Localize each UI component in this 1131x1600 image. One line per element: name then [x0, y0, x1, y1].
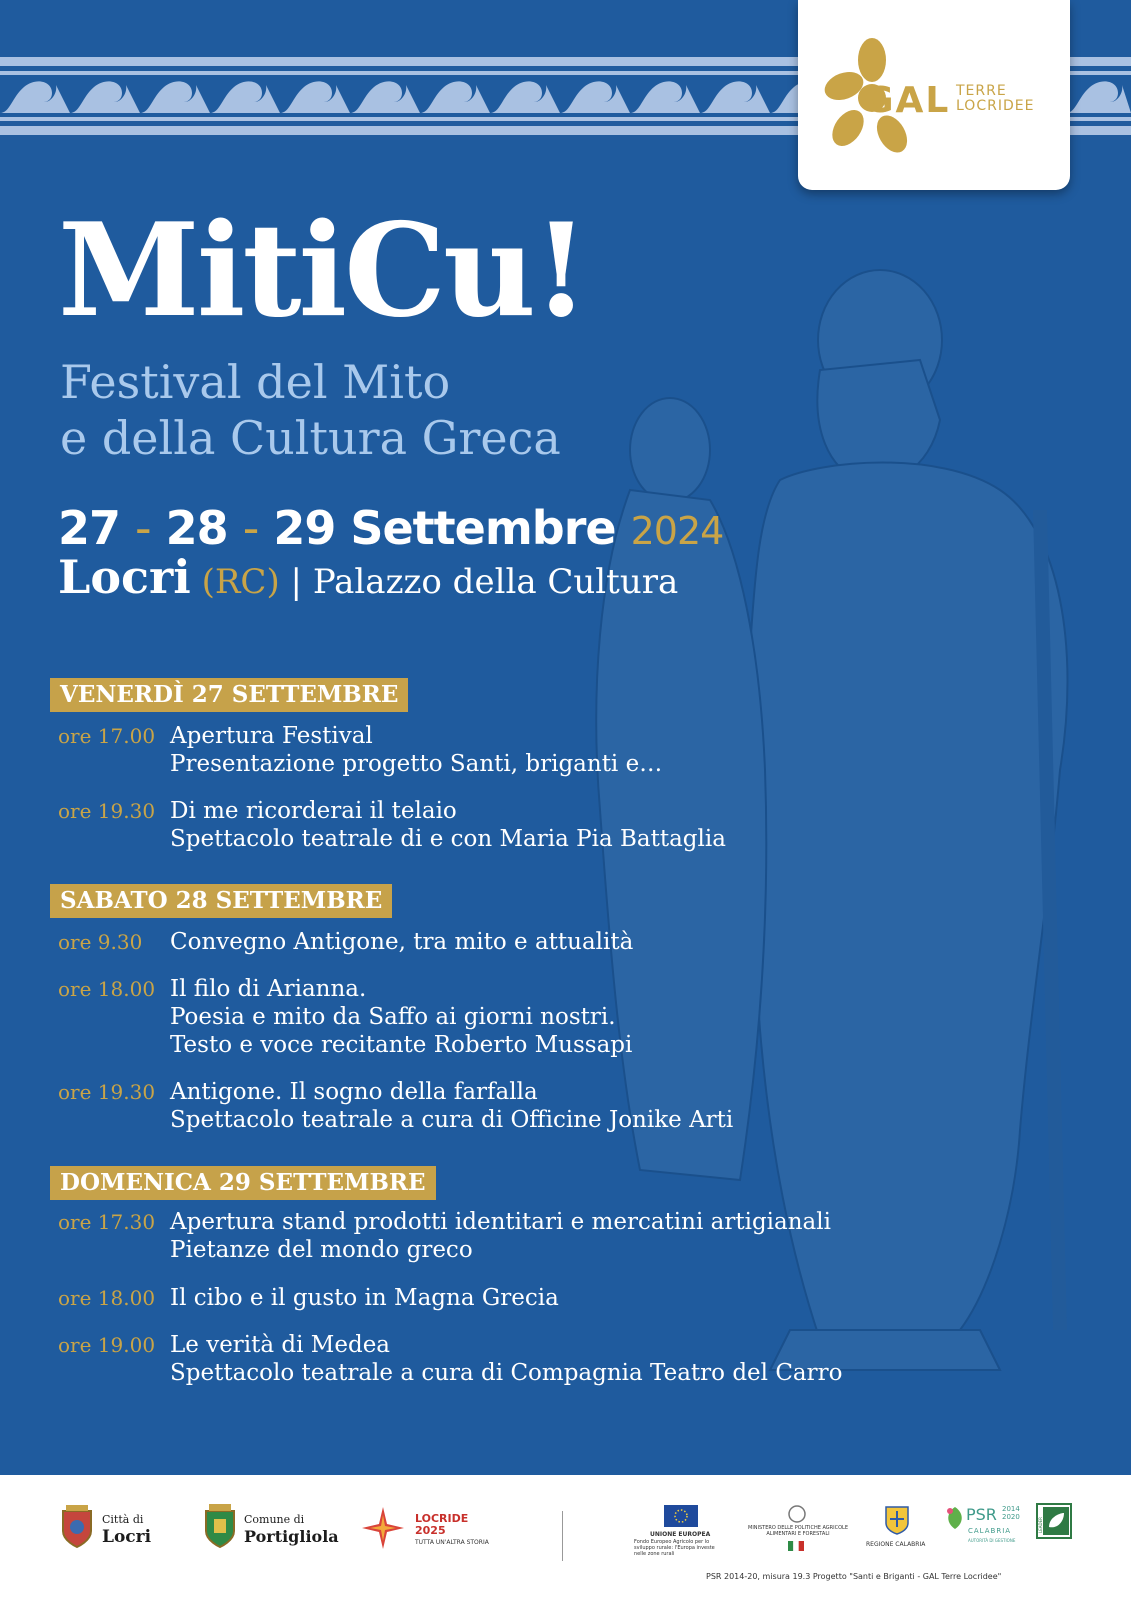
italy-flag-icon [788, 1541, 804, 1551]
event-time: ore 17.00 [58, 724, 156, 748]
psr-year-start: 2014 [1002, 1505, 1020, 1513]
gal-logo-card [798, 0, 1070, 190]
location-province: (RC) [201, 562, 280, 602]
locride-label [415, 1513, 468, 1537]
subtitle-line-1: Festival del Mito [60, 355, 451, 409]
locri-label-small: Città di [102, 1513, 144, 1526]
date-month: Settembre [350, 501, 616, 555]
event-time: ore 17.30 [58, 1210, 156, 1234]
psr-mark: PSR [966, 1505, 997, 1524]
event-description [170, 1284, 559, 1312]
event-time: ore 18.00 [58, 1286, 156, 1310]
day-heading-friday: VENERDÌ 27 SETTEMBRE [50, 678, 408, 712]
compass-star-icon [362, 1507, 404, 1549]
psr-region: CALABRIA [968, 1527, 1012, 1535]
event-title: Apertura stand prodotti identitari e mercatini artigianali [170, 1209, 831, 1235]
event-time: ore 19.00 [58, 1333, 156, 1357]
event-time: ore 19.30 [58, 1080, 156, 1104]
event-title: Le verità di Medea [170, 1332, 391, 1358]
event-title: Di me ricorderai il telaio [170, 798, 457, 824]
leaf-icon [944, 1505, 966, 1531]
date-separator-2: - [242, 501, 259, 555]
event-detail: Poesia e mito da Saffo ai giorni nostri. [170, 1004, 616, 1030]
event-description [170, 928, 633, 956]
portigliola-label: Portigliola [244, 1527, 339, 1546]
day-heading-sunday: DOMENICA 29 SETTEMBRE [50, 1166, 436, 1200]
subtitle-line-2: e della Cultura Greca [60, 411, 561, 465]
festival-subtitle [60, 354, 561, 466]
event-time: ore 19.30 [58, 799, 156, 823]
event-description [170, 722, 662, 778]
eu-flag-icon [664, 1505, 698, 1527]
date-29: 29 [273, 501, 336, 555]
ministry-label: MINISTERO DELLE POLITICHE AGRICOLE ALIMENTARI E FORESTALI [748, 1525, 848, 1537]
leader-label: LEADER [1038, 1517, 1043, 1533]
location-city: Locri [58, 550, 191, 604]
event-detail: Spettacolo teatrale a cura di Officine Jonike Arti [170, 1107, 734, 1133]
event-detail: Spettacolo teatrale a cura di Compagnia Teatro del Carro [170, 1360, 843, 1386]
event-title: Il cibo e il gusto in Magna Grecia [170, 1285, 559, 1311]
festival-location [58, 552, 678, 607]
locride-line-1: LOCRIDE [415, 1512, 469, 1525]
date-28: 28 [165, 501, 228, 555]
eu-note: Fondo Europeo Agricolo per lo sviluppo rurale: l'Europa investe nelle zone rurali [634, 1539, 715, 1557]
event-title: Apertura Festival [170, 723, 373, 749]
locride-line-2: 2025 [415, 1524, 446, 1537]
event-time: ore 18.00 [58, 977, 156, 1001]
event-description [170, 797, 726, 853]
locri-label: Locri [102, 1527, 152, 1547]
event-title: Il filo di Arianna. [170, 976, 367, 1002]
eu-label: UNIONE EUROPEA [650, 1531, 711, 1538]
gal-logo-subtitle [956, 84, 1034, 114]
event-description [170, 975, 632, 1059]
locride-tagline: TUTTA UN'ALTRA STORIA [415, 1539, 489, 1546]
festival-title: MitiCu! [58, 196, 587, 346]
gal-logo-line2: LOCRIDEE [956, 98, 1035, 114]
location-venue: Palazzo della Cultura [312, 562, 679, 602]
psr-tagline: AUTORITÀ DI GESTIONE [968, 1538, 1016, 1543]
date-27: 27 [58, 501, 121, 555]
event-description [170, 1331, 842, 1387]
italy-emblem-icon [788, 1505, 806, 1523]
event-title: Convegno Antigone, tra mito e attualità [170, 929, 634, 955]
sponsor-footer [0, 1475, 1131, 1600]
portigliola-label-small: Comune di [244, 1513, 305, 1526]
date-year: 2024 [630, 509, 724, 553]
event-detail: Spettacolo teatrale di e con Maria Pia Battaglia [170, 826, 726, 852]
event-detail: Pietanze del mondo greco [170, 1237, 473, 1263]
day-heading-saturday: SABATO 28 SETTEMBRE [50, 884, 392, 918]
portigliola-crest-icon [202, 1503, 238, 1549]
gal-logo-line1: TERRE [956, 83, 1007, 99]
event-title: Antigone. Il sogno della farfalla [170, 1079, 538, 1105]
event-description [170, 1208, 831, 1264]
event-detail: Testo e voce recitante Roberto Mussapi [170, 1032, 633, 1058]
event-detail: Presentazione progetto Santi, briganti e… [170, 751, 663, 777]
location-separator: | [290, 562, 302, 602]
event-description [170, 1078, 733, 1134]
footer-divider [562, 1511, 563, 1561]
psr-footnote: PSR 2014-20, misura 19.3 Progetto "Santi e Briganti - GAL Terre Locridee" [706, 1572, 1002, 1581]
gal-logo-mark: GAL [864, 80, 951, 121]
calabria-crest-icon [884, 1503, 910, 1535]
psr-years [1002, 1505, 1020, 1521]
region-label: REGIONE CALABRIA [866, 1541, 926, 1548]
locri-crest-icon [60, 1505, 94, 1549]
psr-year-end: 2020 [1002, 1513, 1020, 1521]
date-separator-1: - [135, 501, 151, 555]
event-time: ore 9.30 [58, 930, 143, 954]
